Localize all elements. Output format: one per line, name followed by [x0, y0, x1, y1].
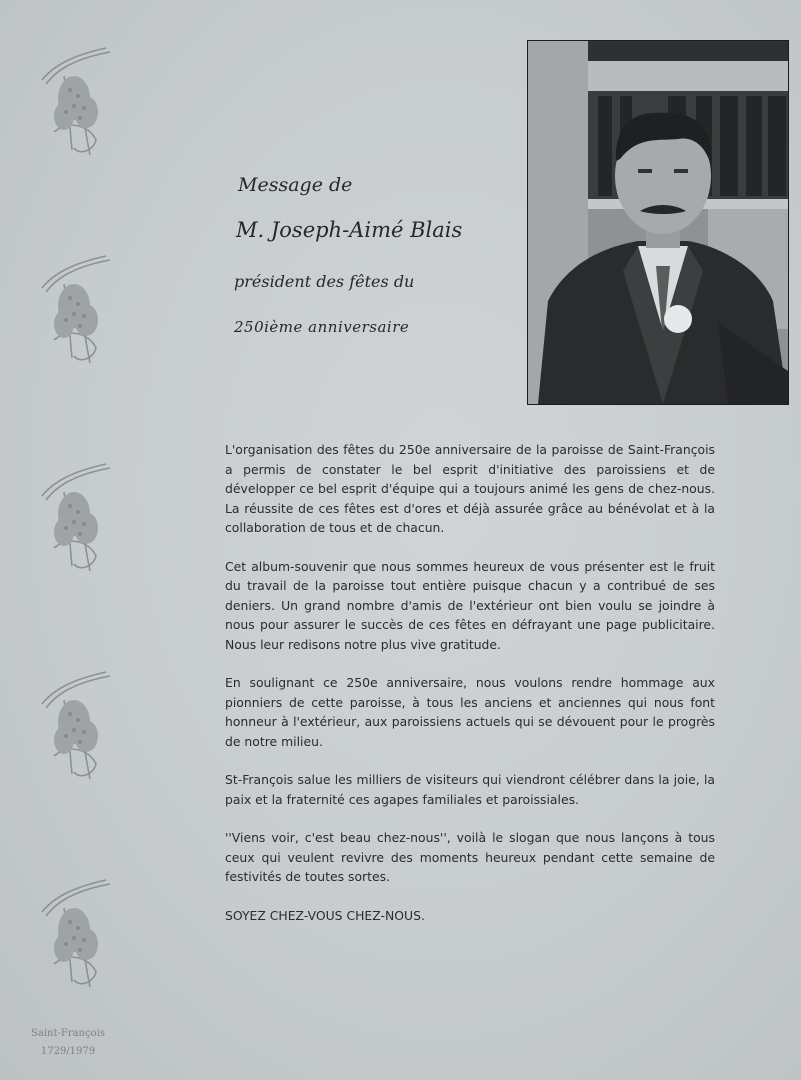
footer-mark	[18, 1025, 118, 1061]
wheat-sheaf-icon	[34, 456, 114, 586]
body-paragraph-4-text: St-François salue les milliers de visiteurs qui viendront célébrer dans la joie, la paix et la fraternité ces agapes familiales et paroissiales.	[225, 772, 715, 807]
portrait-photo-icon	[528, 41, 788, 404]
wheat-sheaf-icon	[34, 872, 114, 1002]
body-paragraph-4	[225, 770, 715, 809]
body-paragraph-5-text: ''Viens voir, c'est beau chez-nous'', voilà le slogan que nous lançons à tous ceux qui veulent revivre des moments heureux pendant cette semaine de festivités de toutes sortes.	[225, 830, 715, 884]
title-line-anniversary: 250ième anniversaire	[234, 318, 410, 336]
portrait-photo	[527, 40, 789, 405]
wheat-sheaf-icon	[34, 664, 114, 794]
body-paragraph-2-text: Cet album-souvenir que nous sommes heureux de vous présenter est le fruit du travail de la paroisse tout entière puisque chacun y a contribué de ses deniers. Un grand nombre d'amis de l'extérieur ont bien voulu se joindre à nous pour assurer le succès de ces fêtes en défrayant une page publicitaire. Nous leur redisons notre plus vive gratitude.	[225, 558, 715, 652]
body-paragraph-1	[225, 440, 715, 538]
closing-slogan: SOYEZ CHEZ-VOUS CHEZ-NOUS.	[225, 907, 425, 923]
body-paragraph-3	[225, 673, 715, 751]
body-paragraph-1-text: L'organisation des fêtes du 250e anniversaire de la paroisse de Saint-François a permis de constater le bel esprit d'initiative des paroissiens et de développer ce bel esprit d'équipe qui a toujours animé les gens de chez-nous. La réussite de ces fêtes est d'ores et déjà assurée grâce au bénévolat et à la collaboration de tous et de chacun.	[225, 442, 715, 535]
wheat-sheaf-icon	[34, 248, 114, 378]
body-paragraph-5	[225, 828, 715, 887]
title-line-role: président des fêtes du	[234, 272, 415, 291]
footer-years: 1729/1979	[40, 1046, 96, 1057]
footer-place: Saint-François	[31, 1028, 105, 1039]
margin-decoration	[20, 30, 130, 1030]
title-line-message: Message de	[238, 174, 353, 196]
title-line-author: M. Joseph-Aimé Blais	[236, 218, 463, 242]
body-paragraph-3-text: En soulignant ce 250e anniversaire, nous voulons rendre hommage aux pionniers de cette paroisse, à tous les anciens et anciennes qui nous font honneur à l'extérieur, aux paroissiens actuels qui se dévouent pour le progrès de notre milieu.	[225, 675, 715, 749]
body-paragraph-2	[225, 557, 715, 655]
wheat-sheaf-icon	[34, 40, 114, 170]
message-body	[225, 440, 715, 944]
